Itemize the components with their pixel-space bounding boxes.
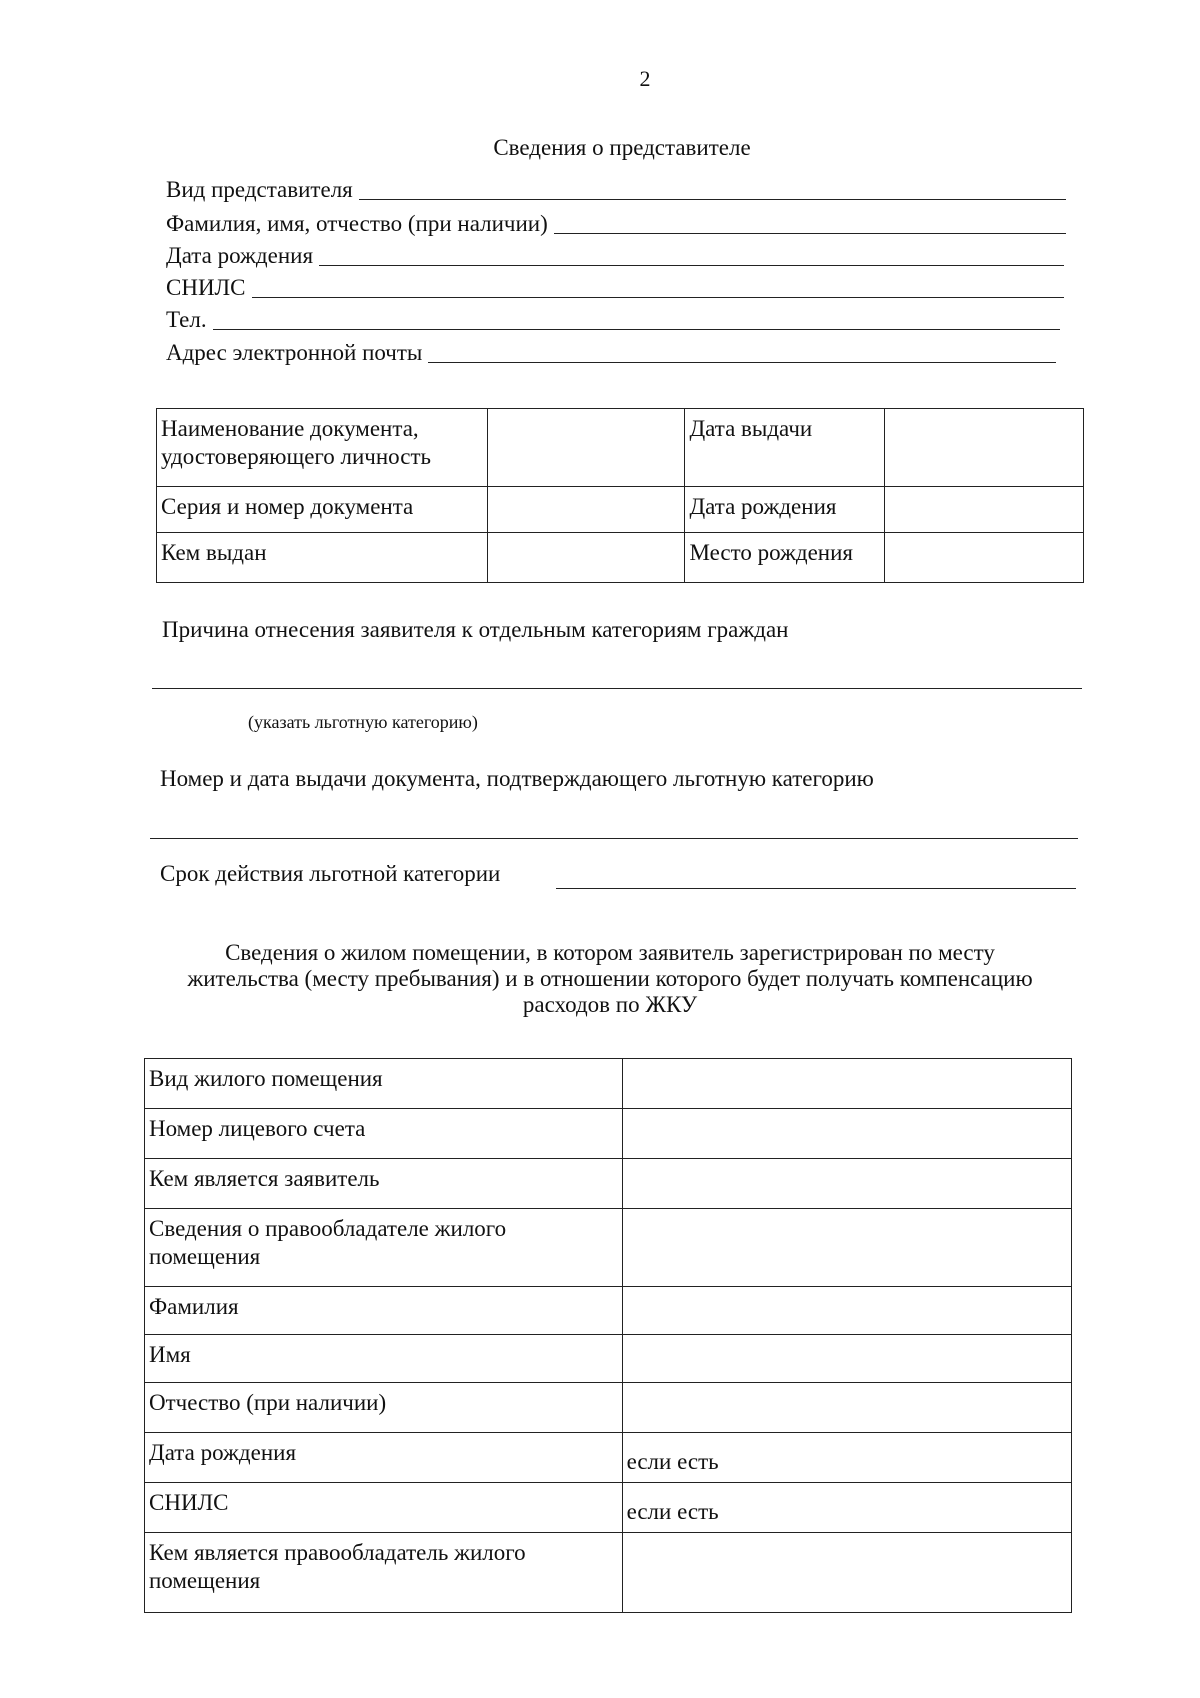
table-value-cell[interactable]	[487, 487, 685, 533]
category-validity-blank[interactable]	[556, 888, 1076, 889]
table-value-cell[interactable]	[622, 1335, 1071, 1383]
page-number: 2	[639, 66, 651, 91]
table-value-cell[interactable]: если есть	[622, 1433, 1071, 1483]
table-row	[145, 1059, 1072, 1109]
table-label-cell: Имя	[145, 1335, 623, 1383]
field-label: Тел.	[166, 307, 207, 332]
table-row	[145, 1335, 1072, 1383]
table-label-cell: Вид жилого помещения	[145, 1059, 623, 1109]
field-label: Вид представителя	[166, 177, 353, 202]
table-row	[157, 533, 1084, 583]
field-blank[interactable]	[428, 342, 1056, 363]
dwelling-title-line: Сведения о жилом помещении, в котором заявитель зарегистрирован по месту	[225, 940, 995, 965]
table-label-cell: Кем является правообладатель жилого помещения	[145, 1533, 623, 1613]
field-snils[interactable]	[166, 274, 1064, 302]
table-row	[157, 487, 1084, 533]
field-phone[interactable]	[166, 306, 1060, 334]
field-blank[interactable]	[359, 179, 1066, 200]
field-blank[interactable]	[213, 309, 1060, 330]
field-birth-date[interactable]	[166, 242, 1064, 270]
table-value-cell[interactable]	[622, 1109, 1071, 1159]
table-label-cell: Фамилия	[145, 1287, 623, 1335]
table-label-cell: СНИЛС	[145, 1483, 623, 1533]
representative-section-title: Сведения о представителе	[493, 135, 751, 160]
table-label-cell: Отчество (при наличии)	[145, 1383, 623, 1433]
table-label-cell: Дата рождения	[145, 1433, 623, 1483]
category-reason-hint: (указать льготную категорию)	[248, 712, 478, 732]
field-label: СНИЛС	[166, 275, 246, 300]
table-value-cell[interactable]	[622, 1159, 1071, 1209]
table-label-cell: Кем выдан	[157, 533, 488, 583]
table-label-cell: Место рождения	[685, 533, 885, 583]
table-value-cell[interactable]	[622, 1383, 1071, 1433]
field-label: Дата рождения	[166, 243, 314, 268]
field-blank[interactable]	[554, 213, 1066, 234]
field-blank[interactable]	[252, 277, 1064, 298]
table-value-cell[interactable]	[622, 1059, 1071, 1109]
table-row	[145, 1209, 1072, 1287]
table-row	[145, 1483, 1072, 1533]
category-reason-label: Причина отнесения заявителя к отдельным категориям граждан	[162, 617, 789, 642]
table-value-cell[interactable]	[885, 487, 1084, 533]
category-document-label: Номер и дата выдачи документа, подтверждающего льготную категорию	[160, 766, 874, 791]
table-value-cell[interactable]	[622, 1533, 1071, 1613]
table-row	[145, 1433, 1072, 1483]
category-reason-blank[interactable]	[152, 688, 1082, 689]
table-value-cell[interactable]	[622, 1287, 1071, 1335]
category-document-blank[interactable]	[150, 838, 1078, 839]
field-full-name[interactable]	[166, 210, 1066, 238]
table-row	[145, 1159, 1072, 1209]
table-label-cell: Наименование документа, удостоверяющего личность	[157, 409, 488, 487]
id-document-table	[156, 408, 1084, 583]
field-blank[interactable]	[319, 245, 1064, 266]
table-row	[145, 1109, 1072, 1159]
category-validity-label: Срок действия льготной категории	[160, 861, 501, 886]
table-row	[145, 1287, 1072, 1335]
dwelling-title-line: жительства (месту пребывания) и в отношении которого будет получать компенсацию	[187, 966, 1033, 991]
field-label: Фамилия, имя, отчество (при наличии)	[166, 211, 548, 236]
field-email[interactable]	[166, 339, 1056, 367]
field-representative-type[interactable]	[166, 176, 1066, 204]
dwelling-title-line: расходов по ЖКУ	[522, 992, 698, 1017]
table-value-cell[interactable]: если есть	[622, 1483, 1071, 1533]
table-value-cell[interactable]	[487, 533, 685, 583]
table-row	[145, 1383, 1072, 1433]
table-label-cell: Дата выдачи	[685, 409, 885, 487]
table-label-cell: Серия и номер документа	[157, 487, 488, 533]
table-value-cell[interactable]	[622, 1209, 1071, 1287]
dwelling-table	[144, 1058, 1072, 1613]
dwelling-section-title	[140, 940, 1080, 1018]
table-label-cell: Кем является заявитель	[145, 1159, 623, 1209]
table-value-cell[interactable]	[487, 409, 685, 487]
table-row	[145, 1533, 1072, 1613]
table-label-cell: Сведения о правообладателе жилого помещения	[145, 1209, 623, 1287]
table-label-cell: Номер лицевого счета	[145, 1109, 623, 1159]
table-row	[157, 409, 1084, 487]
table-value-cell[interactable]	[885, 409, 1084, 487]
table-value-cell[interactable]	[885, 533, 1084, 583]
field-label: Адрес электронной почты	[166, 340, 423, 365]
table-label-cell: Дата рождения	[685, 487, 885, 533]
